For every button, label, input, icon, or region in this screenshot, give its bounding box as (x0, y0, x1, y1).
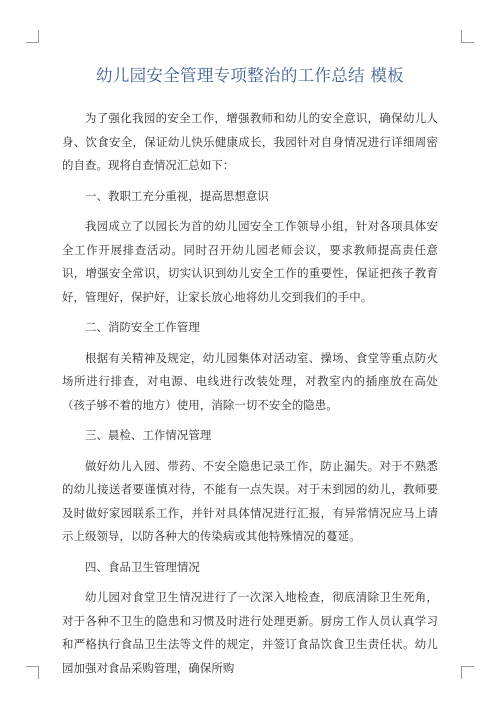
crop-mark-bottom-right (461, 666, 474, 679)
section-heading-1: 一、教职工充分重视，提高思想意识 (85, 188, 269, 203)
section-paragraph-4: 幼儿园对食堂卫生情况进行了一次深入地检查，彻底清除卫生死角，对于各种不卫生的隐患和习惯及时进行处理更新。厨房工作人员认真学习和严格执行食品卫生法等文件的规定，并签订食品饮食卫生责任状。幼儿园加强对食品采购管理，确保所购 (62, 590, 438, 675)
crop-mark-top-right (461, 30, 474, 43)
document-title: 幼儿园安全管理专项整治的工作总结 模板 (96, 66, 404, 85)
intro-paragraph: 为了强化我园的安全工作，增强教师和幼儿的安全意识，确保幼儿人身、饮食安全，保证幼儿快乐健康成长，我园针对自身情况进行详细周密的自查。现将自查情况汇总如下： (62, 111, 438, 172)
crop-mark-top-left (26, 30, 39, 43)
section-paragraph-2: 根据有关精神及规定，幼儿园集体对活动室、操场、食堂等重点防火场所进行排查，对电源、电线进行改装处理，对教室内的插座放在高处（孩子够不着的地方）使用，消除一切不安全的隐患。 (62, 350, 438, 412)
crop-mark-bottom-left (26, 666, 39, 679)
section-heading-3: 三、晨检、工作情况管理 (85, 428, 212, 442)
section-paragraph-3: 做好幼儿入园、带药、不安全隐患记录工作，防止漏失。对于不熟悉的幼儿接送者要谨慎对待，不能有一点失误。对于未到园的幼儿，教师要及时做好家园联系工作，并针对具体情况进行汇报，有异常情况应马上请示上级领导，以防各种大的传染病或其他特殊情况的蔓延。 (62, 458, 438, 543)
section-heading-4: 四、食品卫生管理情况 (85, 559, 200, 574)
section-heading-2: 二、消防安全工作管理 (85, 320, 200, 334)
document-body (62, 107, 438, 687)
section-paragraph-1: 我园成立了以园长为首的幼儿园安全工作领导小组，针对各项具体安全工作开展排查活动。同时召开幼儿园老师会议，要求教师提高责任意识，增强安全常识，切实认识到幼儿安全工作的重要性，保证把孩子教育好，管理好，保护好，让家长放心地将幼儿交到我们的手中。 (62, 219, 438, 304)
